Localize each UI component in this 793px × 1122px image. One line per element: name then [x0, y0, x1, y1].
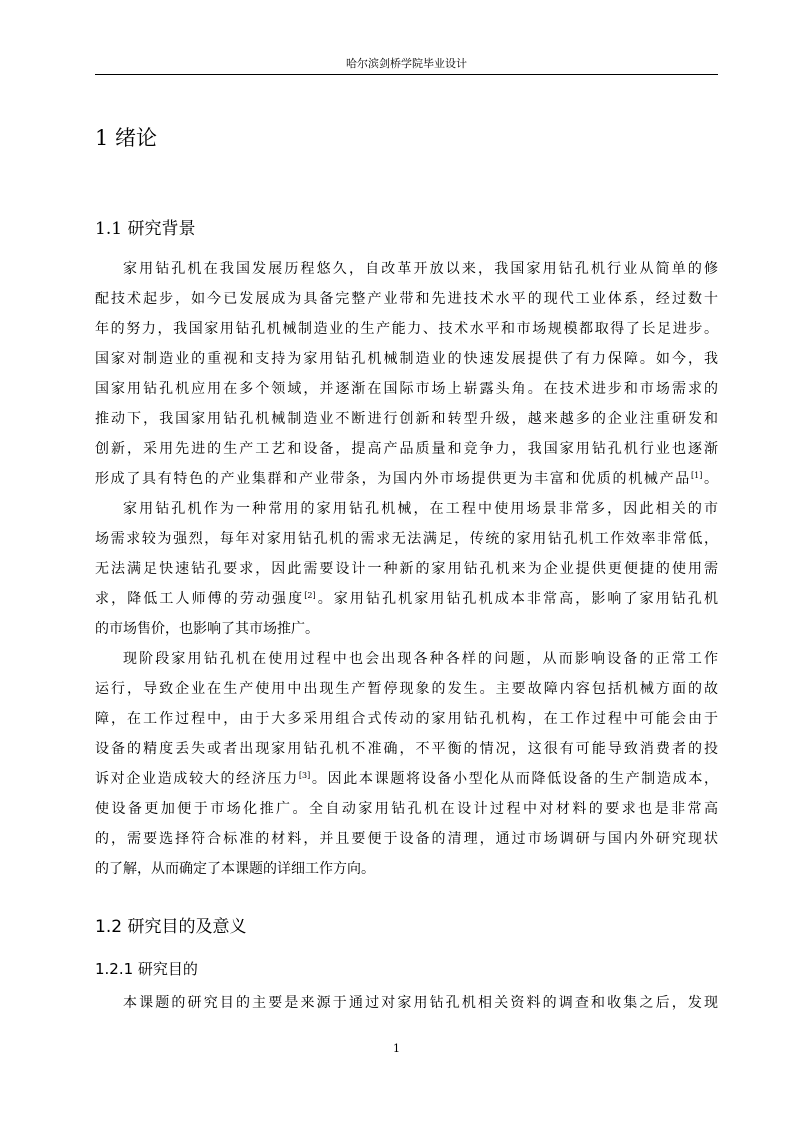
- paragraph-line: 国家用钻孔机应用在多个领域，并逐渐在国际市场上崭露头角。在技术进步和市场需求的: [95, 381, 718, 397]
- section-title-purpose: 1.2 研究目的及意义: [95, 917, 247, 937]
- paragraph-3: [95, 644, 718, 884]
- paragraph-line: 本课题的研究目的主要是来源于通过对家用钻孔机相关资料的调查和收集之后，发现: [123, 995, 718, 1011]
- citation-ref: [2]: [304, 591, 316, 600]
- paragraph-line: [95, 464, 718, 494]
- line-tail: 。家用钻孔机家用钻孔机成本非常高，影响了家用钻孔机: [315, 591, 718, 607]
- paragraph-line: 家用钻孔机在我国发展历程悠久，自改革开放以来，我国家用钻孔机行业从简单的修: [123, 261, 718, 277]
- paragraph-line: 障，在工作过程中，由于大多采用组合式传动的家用钻孔机构，在工作过程中可能会由于: [95, 711, 718, 727]
- paragraph-line: 场需求较为强烈，每年对家用钻孔机的需求无法满足，传统的家用钻孔机工作效率非常低，: [95, 531, 718, 547]
- paragraph-line: 配技术起步，如今已发展成为具备完整产业带和先进技术水平的现代工业体系，经过数十: [95, 291, 718, 307]
- line-text: 求，降低工人师傅的劳动强度: [95, 591, 305, 607]
- paragraph-line: 的了解，从而确定了本课题的详细工作方向。: [95, 861, 375, 877]
- paragraph-line: 国家对制造业的重视和支持为家用钻孔机械制造业的快速发展提供了有力保障。如今，我: [95, 351, 718, 367]
- paragraph-line: 的市场售价，也影响了其市场推广。: [95, 621, 319, 637]
- paragraph-line: 推动下，我国家用钻孔机械制造业不断进行创新和转型升级，越来越多的企业注重研发和: [95, 411, 718, 427]
- paragraph-line: 设备的精度丢失或者出现家用钻孔机不准确，不平衡的情况，这很有可能导致消费者的投: [95, 741, 718, 757]
- subsection-title: 1.2.1 研究目的: [95, 960, 198, 978]
- paragraph-line: 家用钻孔机作为一种常用的家用钻孔机械，在工程中使用场景非常多，因此相关的市: [123, 501, 718, 517]
- page-number: 1: [393, 1042, 400, 1055]
- paragraph-line: 的，需要选择符合标准的材料，并且要便于设备的清理，通过市场调研与国内外研究现状: [95, 831, 718, 847]
- line-tail: 。: [702, 471, 718, 487]
- paragraph-line: [95, 764, 718, 794]
- paragraph-4: [95, 988, 718, 1018]
- citation-ref: [1]: [690, 471, 703, 480]
- paragraph-line: 创新，采用先进的生产工艺和设备，提高产品质量和竞争力，我国家用钻孔机行业也逐渐: [95, 441, 718, 457]
- citation-ref: [3]: [298, 771, 311, 780]
- chapter-title: 1 绪论: [95, 126, 158, 150]
- paragraph-line: 现阶段家用钻孔机在使用过程中也会出现各种各样的问题，从而影响设备的正常工作: [123, 651, 718, 667]
- page-header: 哈尔滨剑桥学院毕业设计: [346, 57, 467, 70]
- paragraph-2: [95, 494, 718, 644]
- line-text: 诉对企业造成较大的经济压力: [95, 771, 299, 787]
- section-title-background: 1.1 研究背景: [95, 219, 196, 239]
- paragraph-line: 年的努力，我国家用钻孔机械制造业的生产能力、技术水平和市场规模都取得了长足进步。: [95, 321, 718, 337]
- paragraph-line: 运行，导致企业在生产使用中出现生产暂停现象的发生。主要故障内容包括机械方面的故: [95, 681, 718, 697]
- paragraph-1: [95, 254, 718, 494]
- line-tail: 。因此本课题将设备小型化从而降低设备的生产制造成本，: [310, 771, 718, 787]
- paragraph-line: 使设备更加便于市场化推广。全自动家用钻孔机在设计过程中对材料的要求也是非常高: [95, 801, 718, 817]
- paragraph-line: 无法满足快速钻孔要求，因此需要设计一种新的家用钻孔机来为企业提供更便捷的使用需: [95, 561, 718, 577]
- header-divider: [95, 74, 718, 75]
- line-text: 形成了具有特色的产业集群和产业带条，为国内外市场提供更为丰富和优质的机械产品: [95, 471, 691, 487]
- paragraph-line: [95, 584, 718, 614]
